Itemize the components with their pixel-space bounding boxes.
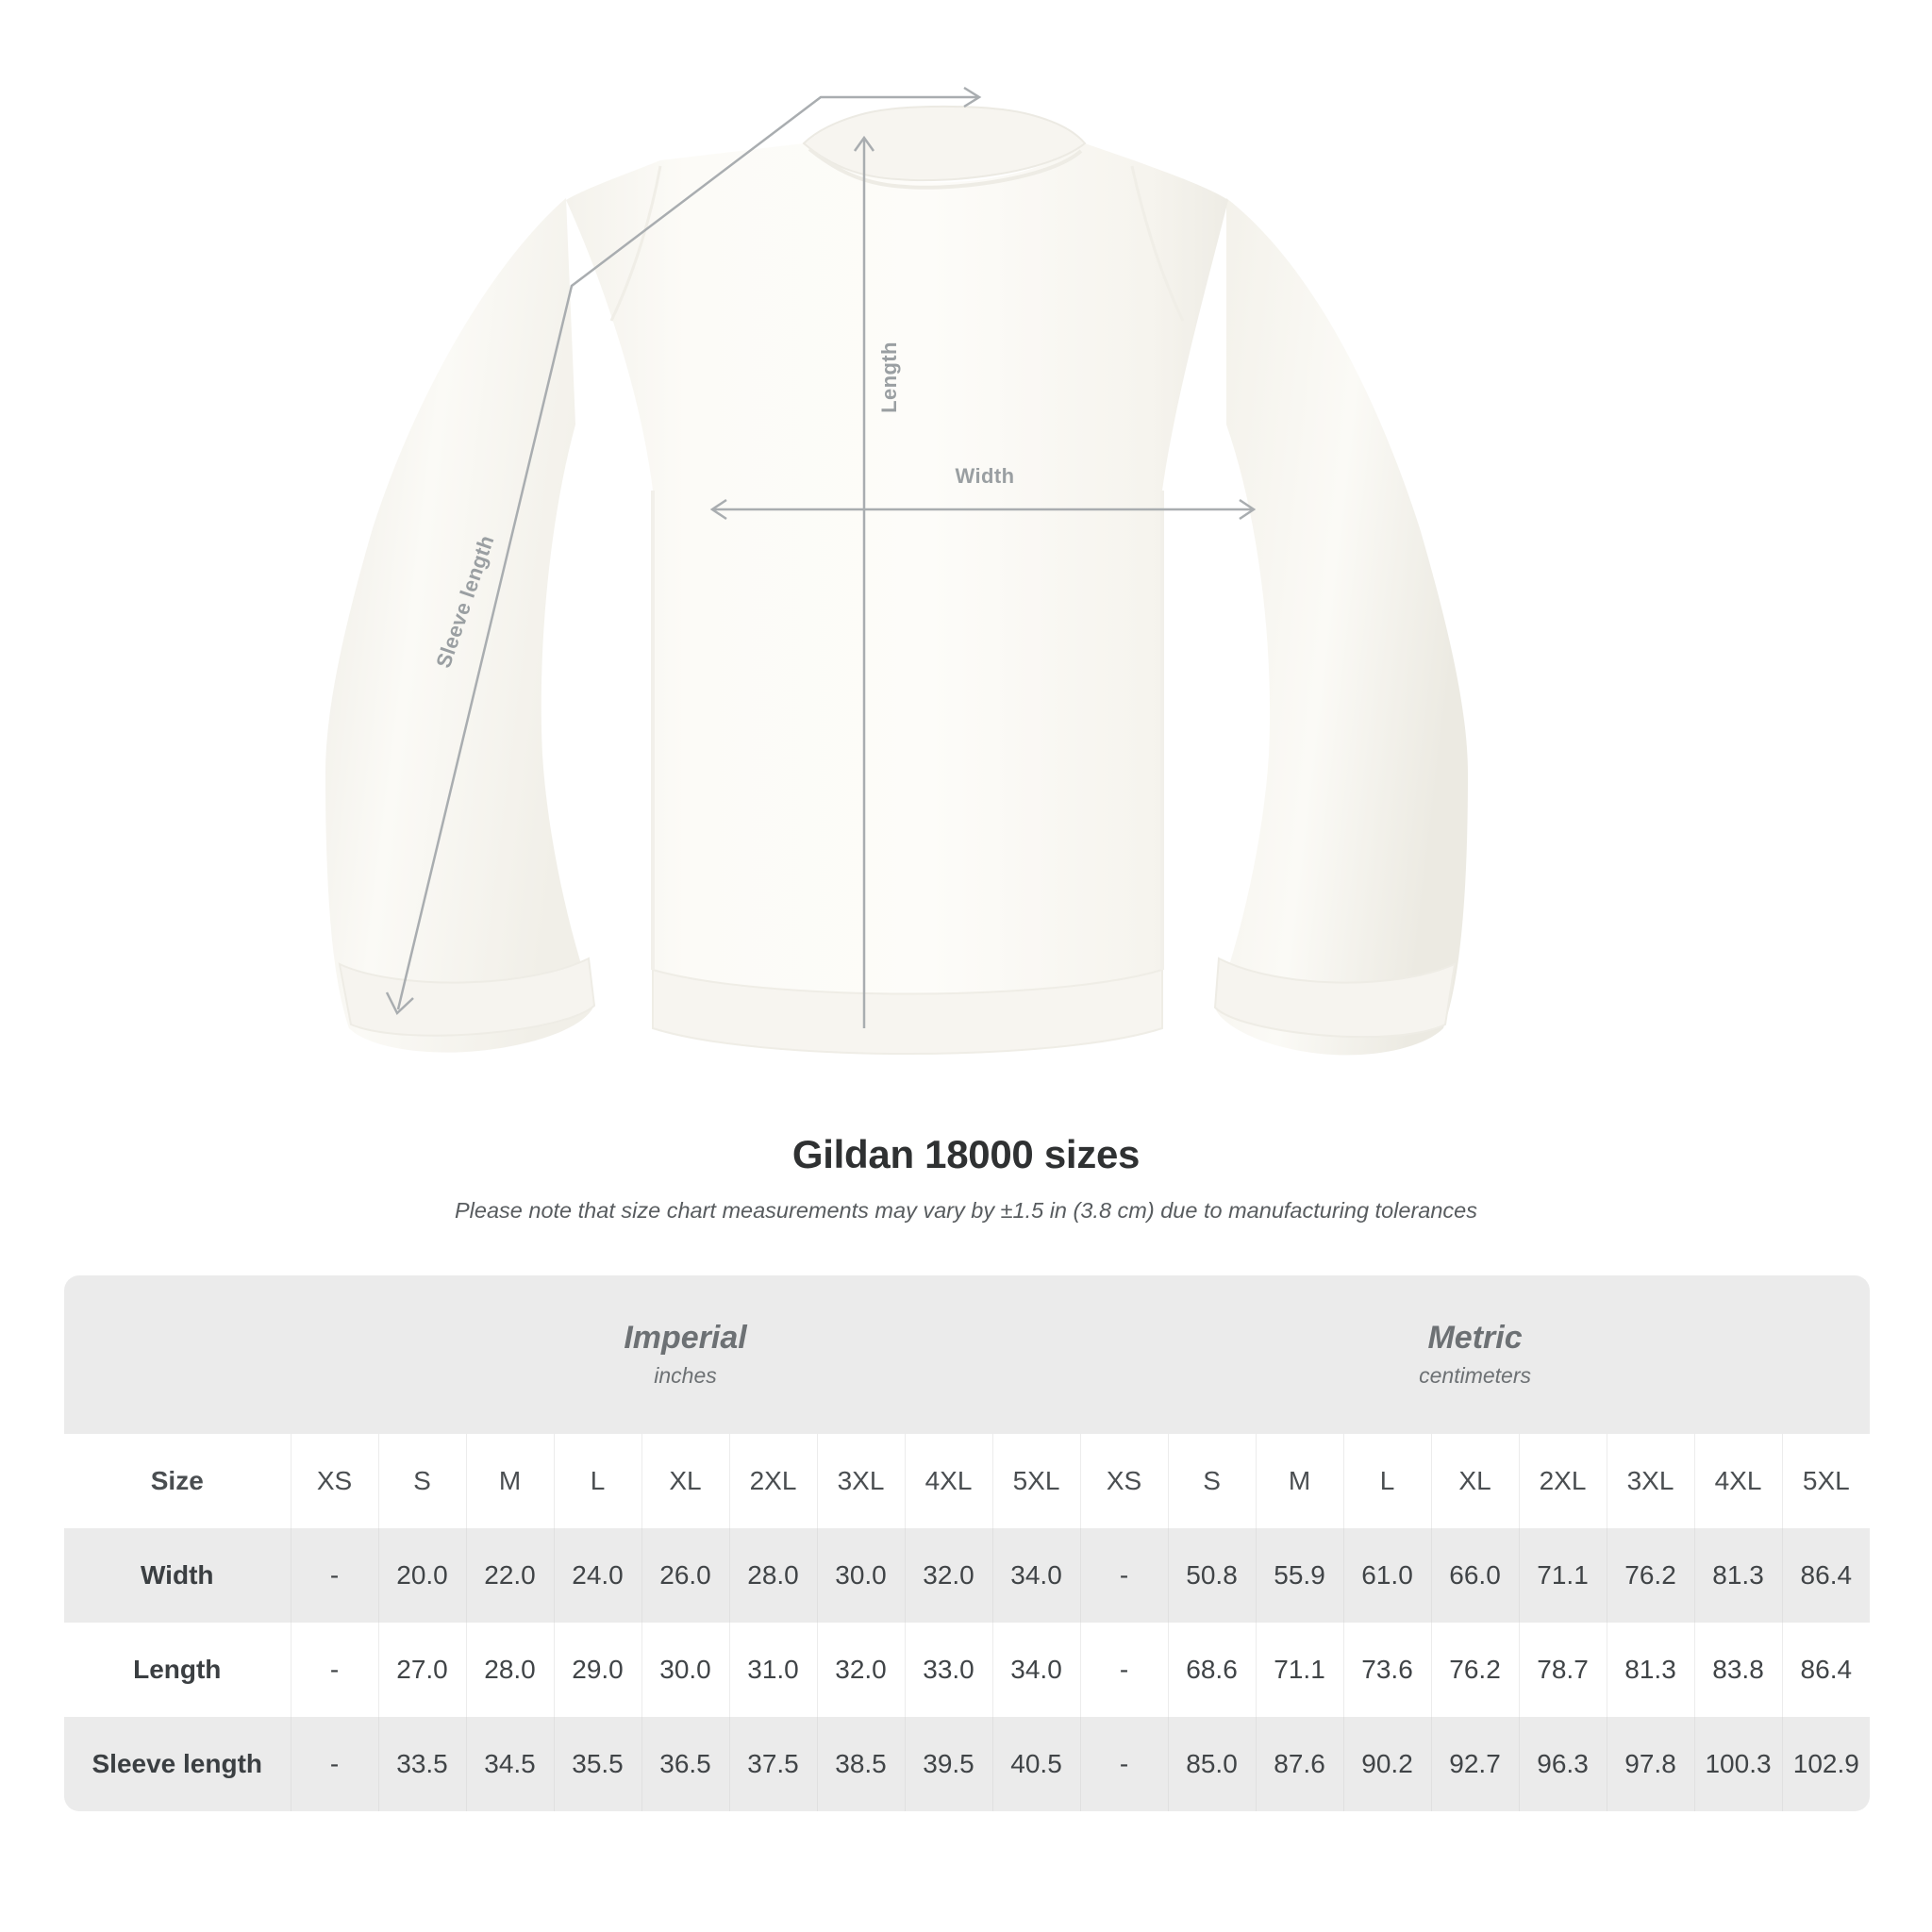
- size-cell-metric-2xl: 2XL: [1519, 1434, 1607, 1528]
- sleeve-imperial-4xl: 39.5: [905, 1717, 992, 1811]
- size-cell-metric-4xl: 4XL: [1694, 1434, 1782, 1528]
- size-cell-metric-3xl: 3XL: [1607, 1434, 1694, 1528]
- unit-sub-imperial: inches: [654, 1363, 717, 1389]
- length-metric-4xl: 83.8: [1694, 1623, 1782, 1717]
- length-imperial-xl: 30.0: [641, 1623, 729, 1717]
- length-metric-5xl: 86.4: [1782, 1623, 1870, 1717]
- length-metric-xl: 76.2: [1431, 1623, 1519, 1717]
- size-cell-imperial-5xl: 5XL: [992, 1434, 1080, 1528]
- width-metric-l: 61.0: [1343, 1528, 1431, 1623]
- width-imperial-4xl: 32.0: [905, 1528, 992, 1623]
- unit-header-imperial: [291, 1275, 1080, 1434]
- sleeve-imperial-s: 33.5: [378, 1717, 466, 1811]
- unit-name-metric: Metric: [1427, 1319, 1523, 1356]
- size-row-label: Size: [64, 1434, 291, 1528]
- size-cell-imperial-l: L: [554, 1434, 641, 1528]
- width-metric-3xl: 76.2: [1607, 1528, 1694, 1623]
- width-imperial-3xl: 30.0: [817, 1528, 905, 1623]
- length-imperial-xs: -: [291, 1623, 378, 1717]
- length-imperial-2xl: 31.0: [729, 1623, 817, 1717]
- sleeve-metric-xs: -: [1080, 1717, 1168, 1811]
- sleeve-imperial-xs: -: [291, 1717, 378, 1811]
- sleeve-imperial-3xl: 38.5: [817, 1717, 905, 1811]
- sleeve-metric-l: 90.2: [1343, 1717, 1431, 1811]
- length-metric-xs: -: [1080, 1623, 1168, 1717]
- length-imperial-4xl: 33.0: [905, 1623, 992, 1717]
- width-metric-xl: 66.0: [1431, 1528, 1519, 1623]
- length-label: Length: [877, 341, 901, 413]
- row-label-width: Width: [64, 1528, 291, 1623]
- width-label: Width: [955, 464, 1015, 488]
- width-imperial-s: 20.0: [378, 1528, 466, 1623]
- length-imperial-l: 29.0: [554, 1623, 641, 1717]
- size-cell-metric-xs: XS: [1080, 1434, 1168, 1528]
- width-metric-5xl: 86.4: [1782, 1528, 1870, 1623]
- sleeve-imperial-xl: 36.5: [641, 1717, 729, 1811]
- row-label-length: Length: [64, 1623, 291, 1717]
- width-metric-s: 50.8: [1168, 1528, 1256, 1623]
- unit-header-spacer: [64, 1275, 291, 1434]
- width-metric-m: 55.9: [1256, 1528, 1343, 1623]
- unit-sub-metric: centimeters: [1419, 1363, 1531, 1389]
- size-cell-imperial-s: S: [378, 1434, 466, 1528]
- size-cell-imperial-2xl: 2XL: [729, 1434, 817, 1528]
- size-cell-metric-s: S: [1168, 1434, 1256, 1528]
- size-cell-imperial-3xl: 3XL: [817, 1434, 905, 1528]
- sleeve-imperial-l: 35.5: [554, 1717, 641, 1811]
- sleeve-metric-2xl: 96.3: [1519, 1717, 1607, 1811]
- width-metric-xs: -: [1080, 1528, 1168, 1623]
- size-table: [64, 1275, 1870, 1811]
- width-imperial-2xl: 28.0: [729, 1528, 817, 1623]
- unit-header-metric: [1080, 1275, 1870, 1434]
- sleeve-metric-xl: 92.7: [1431, 1717, 1519, 1811]
- table-row-length: [64, 1623, 1870, 1717]
- table-row-width: [64, 1528, 1870, 1623]
- row-label-sleeve-length: Sleeve length: [64, 1717, 291, 1811]
- size-cell-metric-l: L: [1343, 1434, 1431, 1528]
- sleeve-imperial-m: 34.5: [466, 1717, 554, 1811]
- width-imperial-xl: 26.0: [641, 1528, 729, 1623]
- length-metric-2xl: 78.7: [1519, 1623, 1607, 1717]
- sleeve-metric-4xl: 100.3: [1694, 1717, 1782, 1811]
- width-imperial-m: 22.0: [466, 1528, 554, 1623]
- unit-header-row: [64, 1275, 1870, 1434]
- size-cell-metric-m: M: [1256, 1434, 1343, 1528]
- table-row-sleeve-length: [64, 1717, 1870, 1811]
- length-metric-m: 71.1: [1256, 1623, 1343, 1717]
- size-cell-metric-xl: XL: [1431, 1434, 1519, 1528]
- size-cell-imperial-m: M: [466, 1434, 554, 1528]
- length-imperial-3xl: 32.0: [817, 1623, 905, 1717]
- size-header-row: [64, 1434, 1870, 1528]
- unit-name-imperial: Imperial: [624, 1319, 747, 1356]
- sleeve-metric-m: 87.6: [1256, 1717, 1343, 1811]
- length-imperial-m: 28.0: [466, 1623, 554, 1717]
- sleeve-metric-3xl: 97.8: [1607, 1717, 1694, 1811]
- width-metric-2xl: 71.1: [1519, 1528, 1607, 1623]
- size-cell-metric-5xl: 5XL: [1782, 1434, 1870, 1528]
- sleeve-imperial-2xl: 37.5: [729, 1717, 817, 1811]
- sleeve-metric-s: 85.0: [1168, 1717, 1256, 1811]
- title-block: [0, 1132, 1932, 1224]
- sleeve-imperial-5xl: 40.5: [992, 1717, 1080, 1811]
- width-imperial-xs: -: [291, 1528, 378, 1623]
- sweatshirt-graphic: [325, 107, 1468, 1056]
- length-metric-l: 73.6: [1343, 1623, 1431, 1717]
- width-imperial-5xl: 34.0: [992, 1528, 1080, 1623]
- sleeve-length-label: Sleeve length: [431, 531, 499, 672]
- width-imperial-l: 24.0: [554, 1528, 641, 1623]
- sleeve-metric-5xl: 102.9: [1782, 1717, 1870, 1811]
- size-cell-imperial-xl: XL: [641, 1434, 729, 1528]
- tolerance-note: Please note that size chart measurements may vary by ±1.5 in (3.8 cm) due to manufacturing tolerances: [455, 1198, 1477, 1223]
- page-title: Gildan 18000 sizes: [791, 1132, 1141, 1176]
- length-imperial-s: 27.0: [378, 1623, 466, 1717]
- length-metric-3xl: 81.3: [1607, 1623, 1694, 1717]
- size-table-wrapper: [64, 1275, 1868, 1811]
- length-metric-s: 68.6: [1168, 1623, 1256, 1717]
- size-cell-imperial-4xl: 4XL: [905, 1434, 992, 1528]
- length-imperial-5xl: 34.0: [992, 1623, 1080, 1717]
- width-metric-4xl: 81.3: [1694, 1528, 1782, 1623]
- size-cell-imperial-xs: XS: [291, 1434, 378, 1528]
